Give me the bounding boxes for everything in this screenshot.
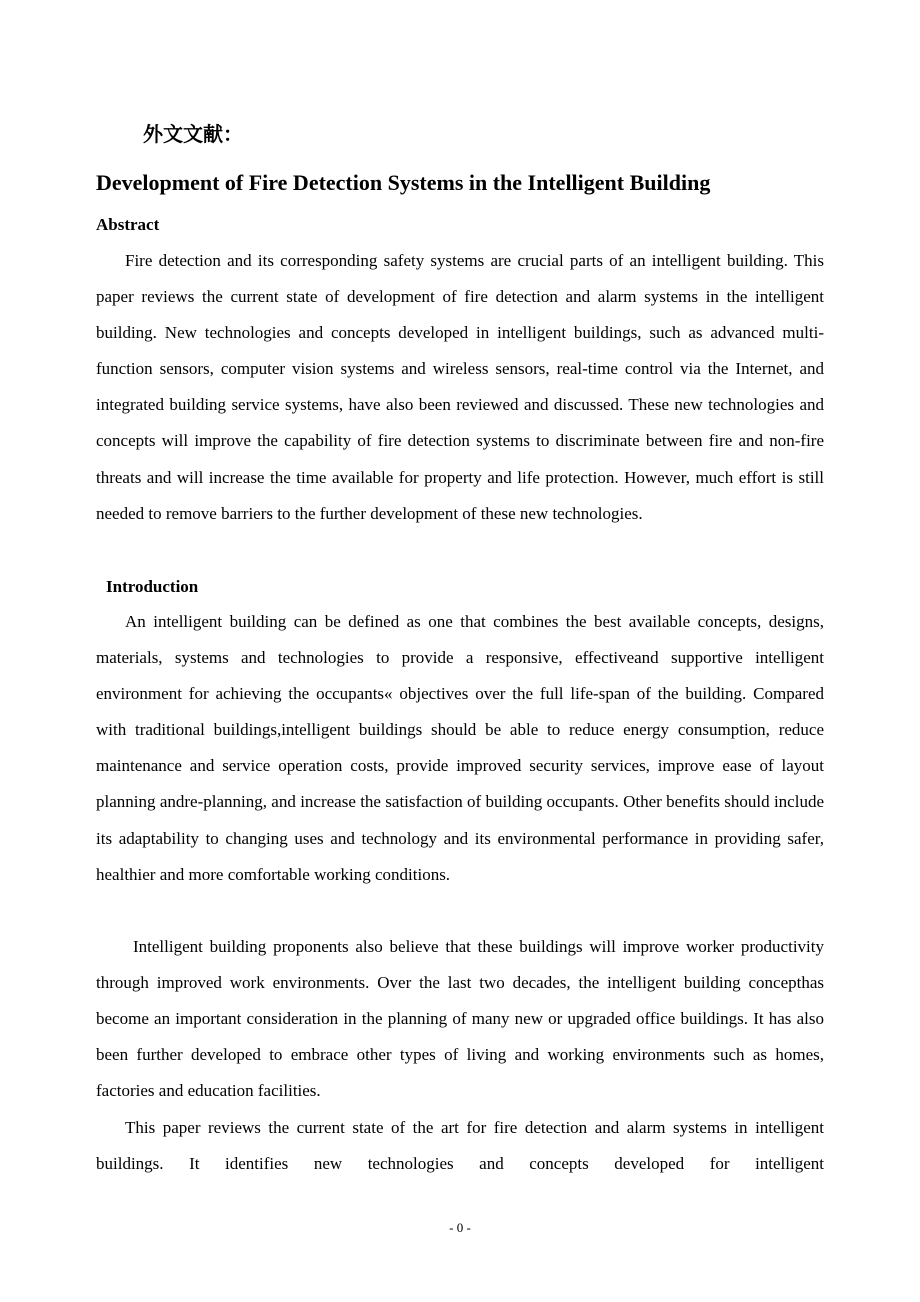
abstract-heading: Abstract: [96, 215, 160, 234]
introduction-heading: Introduction: [106, 577, 199, 596]
introduction-paragraph-1: An intelligent building can be defined as one that combines the best available concepts, designs, materials, systems and technologies to provide a responsive, effectiveand supportive intelligent environment for achieving the occupants« objectives over the full life-span of the building. Compared with traditional buildings,intelligent buildings should be able to reduce energy consumption, reduce maintenance and service operation costs, provide improved security services, improve ease of layout planning andre-planning, and increase the satisfaction of building occupants. Other benefits should include its adaptability to changing uses and technology and its environmental performance in providing safer, healthier and more comfortable working conditions.: [96, 612, 824, 884]
introduction-paragraph-2: Intelligent building proponents also believe that these buildings will improve worker productivity through improved work environments. Over the last two decades, the intelligent building concepthas become an important consideration in the planning of many new or upgraded office buildings. It has also been further developed to embrace other types of living and working environments such as homes, factories and education facilities.: [96, 937, 824, 1101]
introduction-paragraph-3: This paper reviews the current state of the art for fire detection and alarm systems in intelligent buildings. It identifies new technologies and concepts developed for intelligent: [96, 1118, 824, 1174]
abstract-paragraph: Fire detection and its corresponding safety systems are crucial parts of an intelligent building. This paper reviews the current state of development of fire detection and alarm systems in the intelligent building. New technologies and concepts developed in intelligent buildings, such as advanced multi-function sensors, computer vision systems and wireless sensors, real-time control via the Internet, and integrated building service systems, have also been reviewed and discussed. These new technologies and concepts will improve the capability of fire detection systems to discriminate between fire and non-fire threats and will increase the time available for property and life protection. However, much effort is still needed to remove barriers to the further development of these new technologies.: [96, 251, 824, 523]
paper-title: Development of Fire Detection Systems in the Intelligent Building: [96, 170, 711, 195]
foreign-literature-heading: 外文文献：: [143, 122, 243, 146]
page-number: - 0 -: [449, 1220, 471, 1235]
